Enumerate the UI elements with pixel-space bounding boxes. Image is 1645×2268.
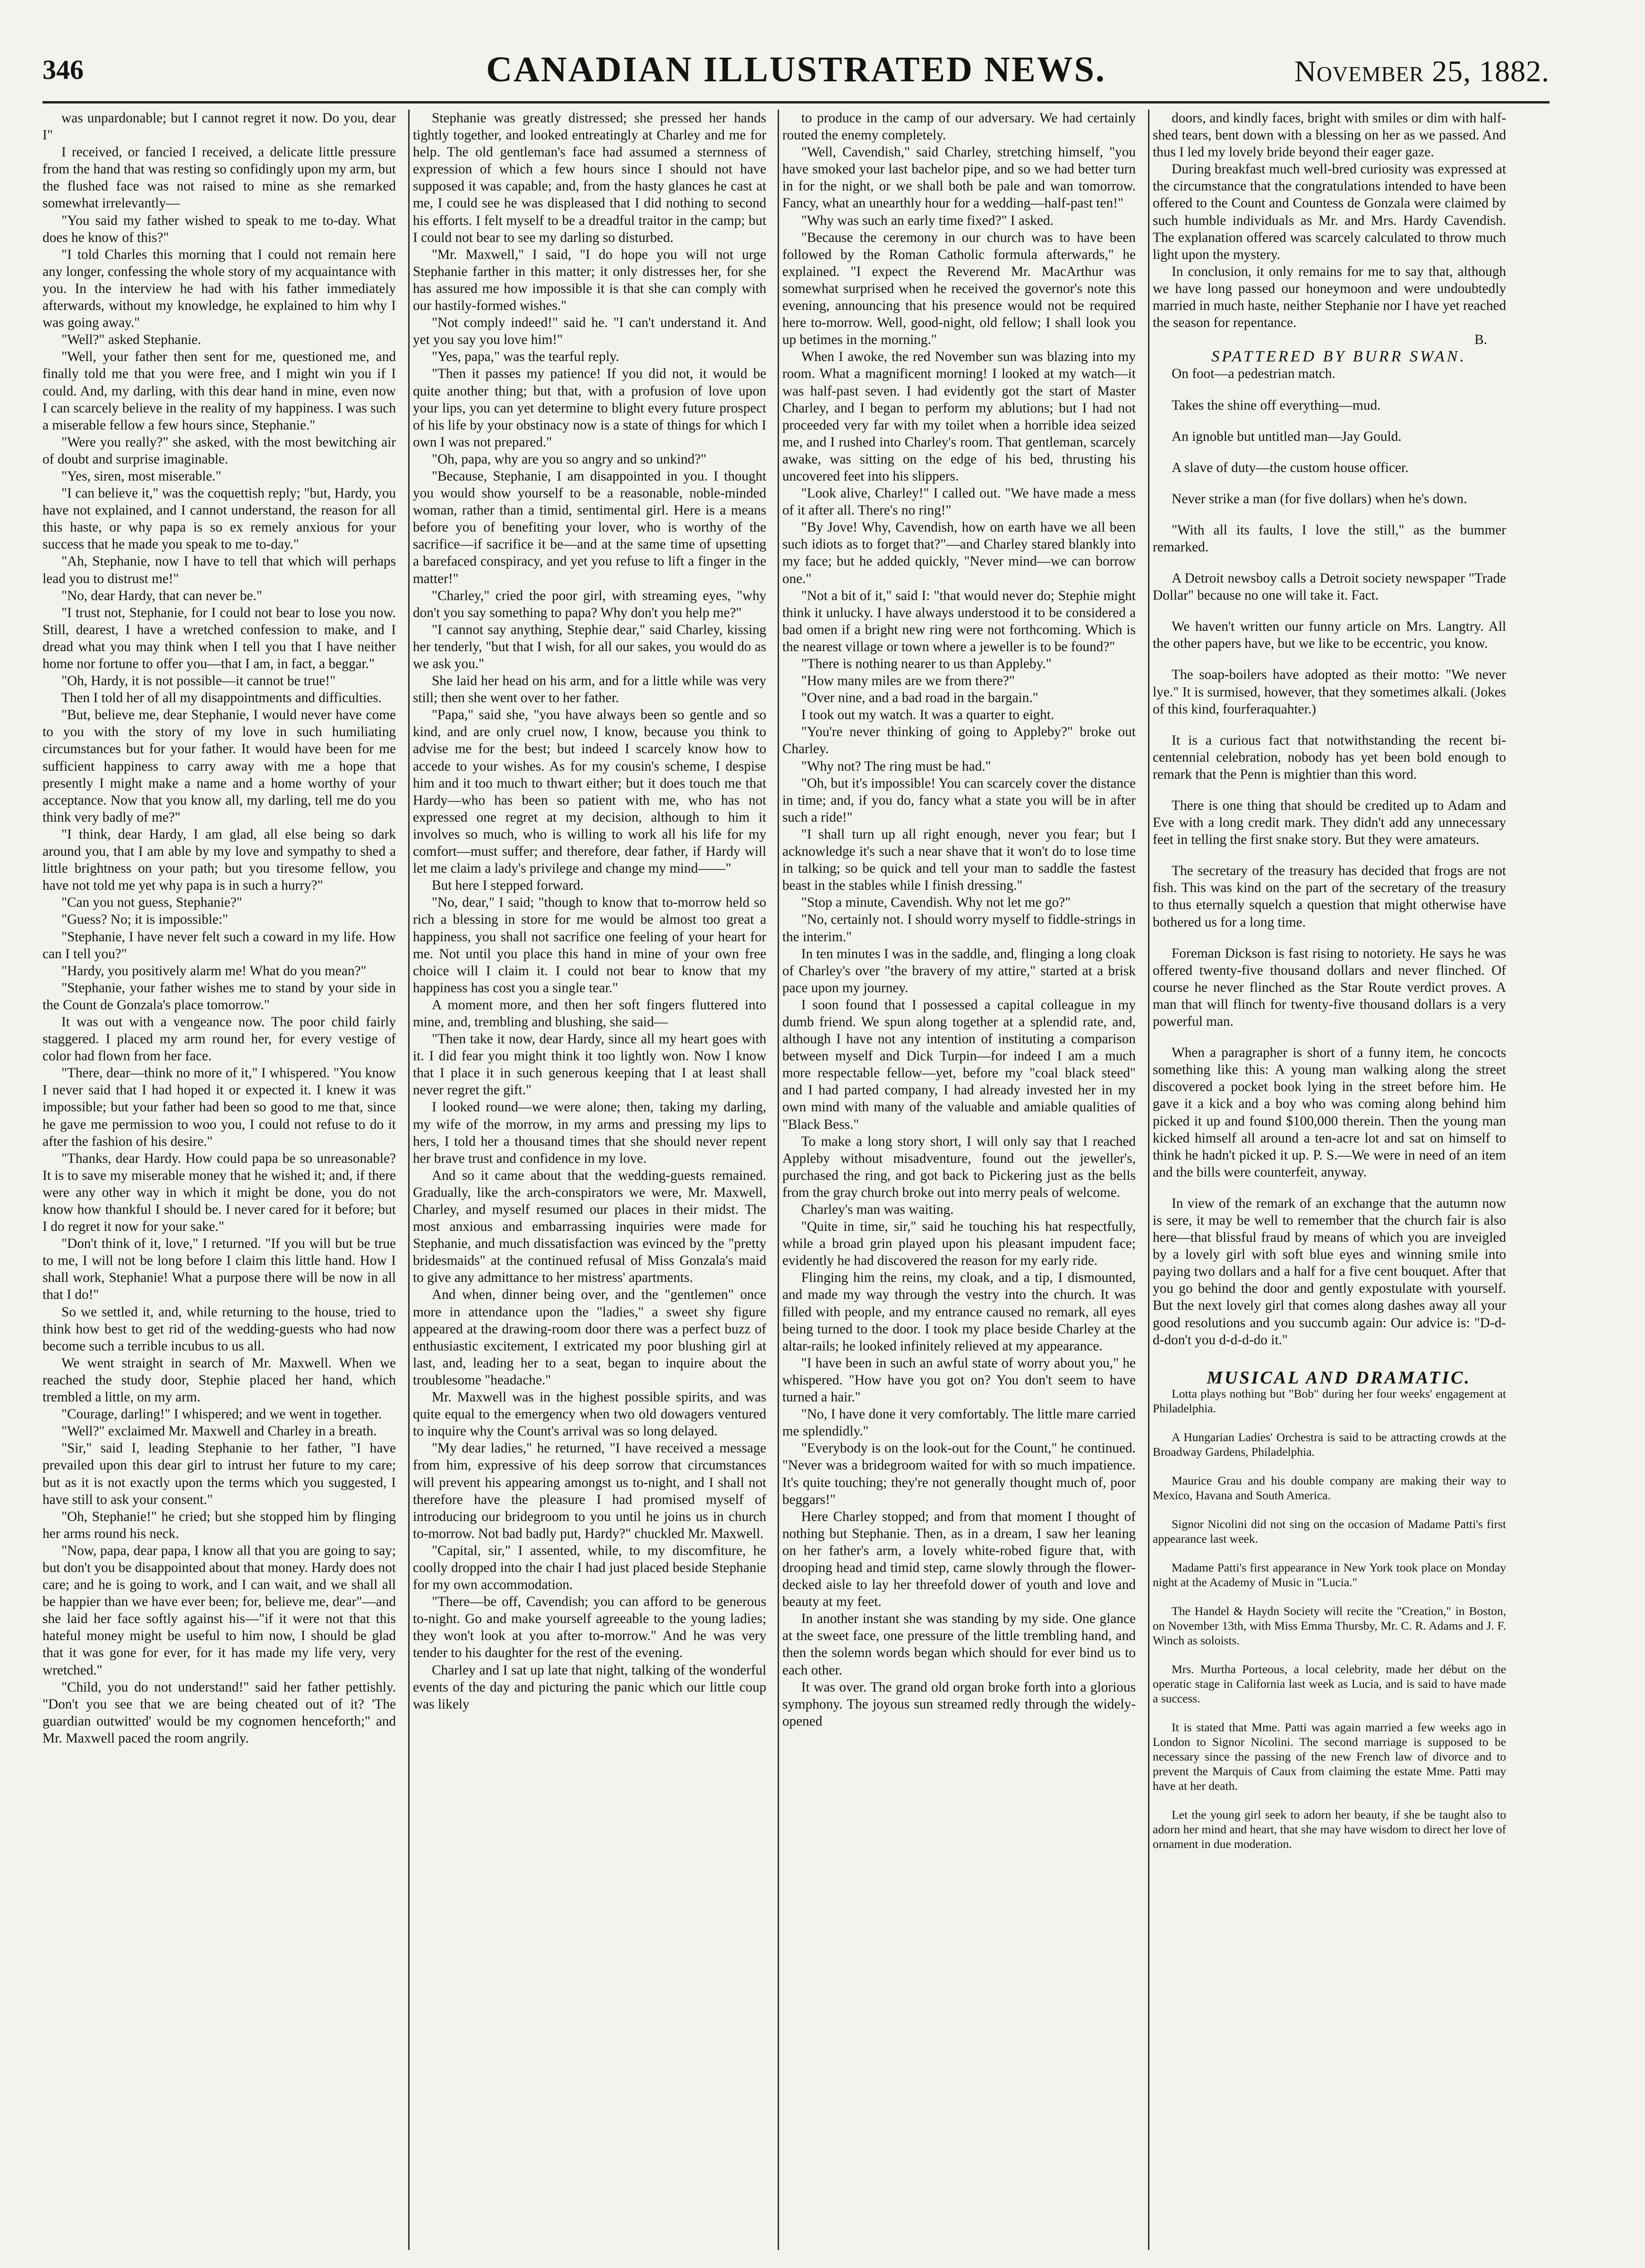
paragraph: "How many miles are we from there?"	[801, 673, 1015, 689]
paragraph: A Detroit newsboy calls a Detroit society newspaper "Trade Dollar" because no one will take it. Fact.	[1153, 571, 1506, 603]
paragraph: "Yes, papa," was the tearful reply.	[432, 349, 619, 365]
story-column-2	[413, 110, 766, 2250]
paragraph: "Mr. Maxwell," I said, "I do hope you will not urge Stephanie farther in this matter; it only distresses her, for she has assured me how impossible it is that she can comply with our hastily-formed wishes."	[413, 247, 766, 314]
paragraph: In conclusion, it only remains for me to say that, although we have long passed our honeymoon and were undoubtedly married in much haste, neither Stephanie nor I have yet reached the season for repentance.	[1153, 264, 1506, 331]
paragraph: "Everybody is on the look-out for the Count," he continued. "Never was a bridegroom waited for with so much impatience. It's quite touching; they're not generally thought much of, poor beggars!"	[782, 1441, 1136, 1507]
paragraph: "I shall turn up all right enough, never you fear; but I acknowledge it's such a near shave that it won't do to lose time in talking; so be quick and tell your man to saddle the fastest beast in the stables while I finish dressing."	[782, 826, 1136, 893]
paragraph: "I can believe it," was the coquettish reply; "but, Hardy, you have not explained, and I cannot understand, the reason for all this haste, or why papa is so ex remely anxious for your success that he made you speak to me to-day."	[43, 486, 396, 552]
paragraph: "Not comply indeed!" said he. "I can't understand it. And yet you say you love him!"	[413, 315, 766, 348]
paragraph: "Hardy, you positively alarm me! What do you mean?"	[61, 963, 367, 979]
paragraph: We went straight in search of Mr. Maxwell. When we reached the study door, Stephie placed her hand, which trembled a little, on my arm.	[43, 1355, 396, 1405]
paragraph: "You said my father wished to speak to me to-day. What does he know of this?"	[43, 213, 396, 245]
paragraph: "But, believe me, dear Stephanie, I would never have come to you with the story of my love in such humiliating circumstances but for your father. It would have been for me sufficient happiness to carry away with me a hope that presently I might make a name and a home worthy of your acceptance. Now that you know all, my darling, tell me do you think very badly of me?"	[43, 707, 396, 825]
paragraph: In ten minutes I was in the saddle, and, flinging a long cloak of Charley's over "the bravery of my attire," started at a brisk pace upon my journey.	[782, 946, 1136, 996]
paragraph: "Oh, but it's impossible! You can scarcely cover the distance in time; and, if you do, fancy what a state you will be in after such a ride!"	[782, 775, 1136, 825]
story-column-4	[1153, 110, 1506, 2250]
spattered-heading: SPATTERED BY BURR SWAN.	[1211, 348, 1466, 366]
paragraph: "No, I have done it very comfortably. The little mare carried me splendidly."	[782, 1407, 1136, 1439]
paragraph: "Quite in time, sir," said he touching his hat respectfully, while a broad grin played upon his pleasant impudent face; evidently he had discovered the reason for my early ride.	[782, 1219, 1136, 1269]
paragraph: doors, and kindly faces, bright with smiles or dim with half-shed tears, bent down with a blessing on her as we passed. And thus I led my lovely bride beyond their eager gaze.	[1153, 111, 1506, 160]
paragraph: Lotta plays nothing but "Bob" during her four weeks' engagement at Philadelphia.	[1153, 1386, 1506, 1415]
paragraph: Here Charley stopped; and from that moment I thought of nothing but Stephanie. Then, as in a dream, I saw her leaning on her father's arm, a lovely white-robed figure that, with drooping head and timid step, came slowly through the flower-decked aisle to lay her threefold dower of youth and love and beauty at my feet.	[782, 1509, 1136, 1610]
paragraph: Takes the shine off everything—mud.	[1172, 397, 1381, 413]
paragraph: "Sir," said I, leading Stephanie to her father, "I have prevailed upon this dear girl to intrust her future to my care; but as it is not exactly upon the terms which you suggested, I have still to ask your consent."	[43, 1441, 396, 1507]
paragraph: During breakfast much well-bred curiosity was expressed at the circumstance that the congratulations intended to have been offered to the Count and Countess de Gonzala were claimed by such humble individuals as Mr. and Mrs. Hardy Cavendish. The explanation offered was scarcely calculated to throw much light upon the mystery.	[1153, 162, 1506, 262]
paragraph: "I cannot say anything, Stephie dear," said Charley, kissing her tenderly, "but that I wish, for all our sakes, you would do as we ask you."	[413, 622, 766, 671]
paragraph: "Well, Cavendish," said Charley, stretching himself, "you have smoked your last bachelor pipe, and so we had better turn in for the night, or we shall both be pale and wan tomorrow. Fancy, what an unearthly hour for a wedding—half-past ten!"	[782, 145, 1136, 211]
paragraph: And so it came about that the wedding-guests remained. Gradually, like the arch-conspirators we were, Mr. Maxwell, Charley, and myself resumed our places in their midst. The most anxious and embarrassing inquiries were made for Stephanie, and much dissatisfaction was evinced by the "pretty bridesmaids" at the continued refusal of Miss Gonzala's maid to give any admittance to her mistress' apartments.	[413, 1168, 766, 1286]
paragraph: Charley's man was waiting.	[801, 1202, 954, 1217]
paragraph: When I awoke, the red November sun was blazing into my room. What a magnificent morning! I looked at my watch—it was half-past seven. I had evidently got the start of Master Charley, and I began to perform my ablutions; but I had not proceeded very far with my toilet when a horrible idea seized me, and I rushed into Charley's room. That gentleman, scarcely awake, was sitting on the edge of his bed, thrusting his uncovered feet into his slippers.	[782, 349, 1136, 484]
paragraph: We haven't written our funny article on Mrs. Langtry. All the other papers have, but we like to be eccentric, you know.	[1153, 619, 1506, 652]
paragraph: "There—be off, Cavendish; you can afford to be generous to-night. Go and make yourself agreeable to the young ladies; they won't look at you after to-morrow." And he was very tender to his daughter for the rest of the evening.	[413, 1594, 766, 1661]
paragraph: In view of the remark of an exchange that the autumn now is sere, it may be well to remember that the church fair is also here—that blissful fraud by means of which you are inveigled by a lovely girl with soft blue eyes and winning smile into paying two dollars and a half for a five cent bouquet. After that you go behind the door and gently expostulate with yourself. But the next lovely girl that comes along dashes away all your good resolutions and you succumb again: Our advice is: "D-d-d-don't you d-d-d-do it."	[1153, 1195, 1506, 1348]
closing-paragraph: Let the young girl seek to adorn her beauty, if she be taught also to adorn her mind and heart, that she may have wisdom to direct her love of ornament in due moderation.	[1153, 1807, 1506, 1851]
paragraph: "Thanks, dear Hardy. How could papa be so unreasonable? It is to save my miserable money that he wished it; and, if there were any other way in which it might be done, you do not know how thankful I should be. I never cared for it before; but I do regret it now for your sake."	[43, 1151, 396, 1235]
paragraph: "I think, dear Hardy, I am glad, all else being so dark around you, that I am able by my love and sympathy to shed a little brightness on your path; but you tiresome fellow, you have not told me yet why papa is in such a hurry?"	[43, 826, 396, 893]
paragraph: To make a long story short, I will only say that I reached Appleby without misadventure, found out the jeweller's, purchased the ring, and got back to Pickering just as the bells from the gray church broke out into merry peals of welcome.	[782, 1134, 1136, 1200]
story-signature: B.	[1474, 332, 1487, 348]
page-number: 346	[43, 54, 84, 85]
story-conclusion	[1153, 110, 1506, 331]
paragraph: Never strike a man (for five dollars) when he's down.	[1172, 491, 1467, 507]
paragraph: "Then it passes my patience! If you did not, it would be quite another thing; but that, with a profusion of love upon your lips, you can yet determine to blight every future prospect of his life by your obstinacy now is a state of things for which I own I was not prepared."	[413, 366, 766, 450]
masthead	[43, 47, 1550, 99]
paragraph: An ignoble but untitled man—Jay Gould.	[1172, 429, 1402, 444]
paragraph: "Well?" exclaimed Mr. Maxwell and Charley in a breath.	[61, 1424, 377, 1439]
paragraph: "Child, you do not understand!" said her father pettishly. "Don't you see that we are being cheated out of it? 'The guardian outwitted' would be my cognomen henceforth;" and Mr. Maxwell paced the room angrily.	[43, 1679, 396, 1746]
paragraph: I received, or fancied I received, a delicate little pressure from the hand that was resting so confidingly upon my arm, but the flushed face was not raised to mine as she remarked somewhat irrelevantly—	[43, 145, 396, 211]
paragraph: "You're never thinking of going to Appleby?" broke out Charley.	[782, 724, 1136, 757]
paragraph: to produce in the camp of our adversary. We had certainly routed the enemy completely.	[782, 111, 1136, 143]
paragraph: "Why was such an early time fixed?" I asked.	[801, 213, 1054, 228]
paragraph: "Were you really?" she asked, with the most bewitching air of doubt and surprise imaginable.	[43, 434, 396, 467]
paragraph: Mr. Maxwell was in the highest possible spirits, and was quite equal to the emergency when two old dowagers ventured to inquire why the Count's arrival was so long delayed.	[413, 1390, 766, 1439]
paragraph: The soap-boilers have adopted as their motto: "We never lye." It is surmised, however, that they sometimes alkali. (Jokes of this kind, fourferaquahter.)	[1153, 667, 1506, 717]
paragraph: "Oh, papa, why are you so angry and so unkind?"	[432, 451, 707, 467]
paragraph: And when, dinner being over, and the "gentlemen" once more in attendance upon the "ladies," a sweet shy figure appeared at the drawing-room door there was a perfect buzz of enthusiastic excitement, I extricated my poor blushing girl at last, and, leading her to a seat, began to inquire about the troublesome "headache."	[413, 1287, 766, 1388]
paragraph: "Well, your father then sent for me, questioned me, and finally told me that you were free, and I might win you if I could. And, my darling, with this dear hand in mine, even now I can scarcely believe in the reality of my happiness. I was such a miserable fellow a few hours since, Stephanie."	[43, 349, 396, 433]
paragraph: "Then take it now, dear Hardy, since all my heart goes with it. I did fear you might think it too lightly won. Now I know that I place it in such generous keeping that I at least shall never regret the gift."	[413, 1031, 766, 1098]
paragraph: "Yes, siren, most miserable."	[61, 468, 222, 484]
paragraph: "Oh, Hardy, it is not possible—it cannot be true!"	[61, 673, 336, 689]
paragraph: "Can you not guess, Stephanie?"	[61, 895, 242, 911]
story-column-3	[782, 110, 1136, 2250]
paragraph: "Ah, Stephanie, now I have to tell that which will perhaps lead you to distrust me!"	[43, 554, 396, 586]
paragraph: Mrs. Murtha Porteous, a local celebrity, made her début on the operatic stage in California last week as Lucia, and is said to have made a success.	[1153, 1662, 1506, 1705]
paragraph: But here I stepped forward.	[432, 878, 584, 893]
publication-title: CANADIAN ILLUSTRATED NEWS.	[486, 50, 1106, 89]
paragraph: "No, dear," I said; "though to know that to-morrow held so rich a blessing in store for me would be almost too great a happiness, you shall not sacrifice one feeling of your heart for me. Not until you place this hand in mine of your own free choice will I claim it. I could not bear to know that my happiness has cost you a single tear."	[413, 895, 766, 996]
paragraph: "No, certainly not. I should worry myself to fiddle-strings in the interim."	[782, 912, 1136, 945]
paragraph: "Why not? The ring must be had."	[801, 758, 991, 774]
paragraph: Signor Nicolini did not sing on the occasion of Madame Patti's first appearance last week.	[1153, 1517, 1506, 1546]
column-rule	[1148, 110, 1149, 2250]
paragraph: "Don't think of it, love," I returned. "If you will but be true to me, I will not be long before I claim this little hand. How I shall work, Stephanie! What a purpose there will be now in all that I do!"	[43, 1236, 396, 1303]
paragraph: "My dear ladies," he returned, "I have received a message from him, expressive of his deep sorrow that circumstances will prevent his appearing amongst us to-night, and I shall not therefore have the pleasure I had promised myself of introducing our bridegroom to you until he joins us in church to-morrow. Not bad badly put, Hardy?" chuckled Mr. Maxwell.	[413, 1441, 766, 1541]
paragraph: "Oh, Stephanie!" he cried; but she stopped him by flinging her arms round his neck.	[43, 1509, 396, 1541]
paragraph: I took out my watch. It was a quarter to eight.	[801, 707, 1054, 723]
paragraph: "With all its faults, I love the still," as the bummer remarked.	[1153, 522, 1506, 555]
paragraph: In another instant she was standing by my side. One glance at the sweet face, one pressure of the little trembling hand, and then the solemn words began which should for ever bind us to each other.	[782, 1611, 1136, 1678]
spattered-items	[1153, 365, 1506, 1348]
paragraph: "Papa," said she, "you have always been so gentle and so kind, and are only cruel now, I know, because you think to advise me for the best; but indeed I scarcely know how to accede to your wishes. As for my cousin's scheme, I despise him and it too much to thwart either; but it does touch me that Hardy—who has been so patient with me, who has not expressed one regret at my decision, although to him it involves so much, who is willing to work all his life for my comfort—must suffer; and therefore, dear father, if Hardy will let me claim a lady's privilege and change my mind——"	[413, 707, 766, 876]
paragraph: It was out with a vengeance now. The poor child fairly staggered. I placed my arm round her, for every vestige of color had flown from her face.	[43, 1014, 396, 1064]
paragraph: "Well?" asked Stephanie.	[61, 332, 201, 348]
paragraph: I looked round—we were alone; then, taking my darling, my wife of the morrow, in my arms and pressing my lips to hers, I told her a thousand times that she should never repent her brave trust and confidence in my love.	[413, 1100, 766, 1166]
musical-items	[1153, 1386, 1506, 1793]
story-column-1	[43, 110, 396, 2250]
paragraph: "There is nothing nearer to us than Appleby."	[801, 656, 1052, 671]
paragraph: It is a curious fact that notwithstanding the recent bi-centennial celebration, nobody has yet been bold enough to remark that the Penn is mightier than this word.	[1153, 732, 1506, 782]
paragraph: "Stephanie, I have never felt such a coward in my life. How can I tell you?"	[43, 929, 396, 962]
paragraph: was unpardonable; but I cannot regret it now. Do you, dear I"	[43, 111, 396, 143]
paragraph: "Charley," cried the poor girl, with streaming eyes, "why don't you say something to papa? Why don't you help me?"	[413, 588, 766, 620]
paragraph: "Look alive, Charley!" I called out. "We have made a mess of it after all. There's no ring!"	[782, 486, 1136, 518]
paragraph: On foot—a pedestrian match.	[1172, 366, 1336, 382]
column-rule	[778, 110, 779, 2250]
paragraph: It was over. The grand old organ broke forth into a glorious symphony. The joyous sun streamed redly through the widely-opened	[782, 1679, 1136, 1729]
paragraph: "By Jove! Why, Cavendish, how on earth have we all been such idiots as to forget that?"—and Charley stared blankly into my face; but he added quickly, "Never mind—we can borrow one."	[782, 520, 1136, 586]
paragraph: "Courage, darling!" I whispered; and we went in together.	[61, 1407, 382, 1422]
musical-heading: MUSICAL AND DRAMATIC.	[1207, 1367, 1471, 1388]
paragraph: There is one thing that should be credited up to Adam and Eve with a long credit mark. They didn't add any unnecessary feet in telling the first snake story. But they were amateurs.	[1153, 798, 1506, 848]
paragraph: The secretary of the treasury has decided that frogs are not fish. This was kind on the part of the secretary of the treasury to thus eternally squelch a question that might otherwise have bothered us for a long time.	[1153, 863, 1506, 930]
paragraph: When a paragrapher is short of a funny item, he concocts something like this: A young man walking along the street discovered a pocket book lying in the street before him. He gave it a kick and a boy who was coming along behind him picked it up and found $100,000 therein. Then the young man kicked himself all around a ten-acre lot and sat on himself to think he hadn't picked it up. P. S.—We were in need of an item and the bills were counterfeit, anyway.	[1153, 1045, 1506, 1180]
paragraph: "There, dear—think no more of it," I whispered. "You know I never said that I had hoped it or expected it. I knew it was impossible; but your father had been so good to me that, since he gave me permission to woo you, I could not refuse to do it after the fashion of his desire."	[43, 1065, 396, 1149]
paragraph: "Stephanie, your father wishes me to stand by your side in the Count de Gonzala's place tomorrow."	[43, 980, 396, 1013]
paragraph: Madame Patti's first appearance in New York took place on Monday night at the Academy of Music in "Lucia."	[1153, 1560, 1506, 1589]
paragraph: Then I told her of all my disappointments and difficulties.	[61, 690, 382, 706]
paragraph: The Handel & Haydn Society will recite the "Creation," in Boston, on November 13th, with Miss Emma Thursby, Mr. C. R. Adams and J. F. Winch as soloists.	[1153, 1604, 1506, 1647]
paragraph: Flinging him the reins, my cloak, and a tip, I dismounted, and made my way through the vestry into the church. It was filled with people, and my entrance caused no remark, all eyes being turned to the door. I took my place beside Charley at the altar-rails; he looked infinitely relieved at my appearance.	[782, 1270, 1136, 1354]
paragraph: A moment more, and then her soft fingers fluttered into mine, and, trembling and blushing, she said—	[413, 997, 766, 1030]
paragraph: "No, dear Hardy, that can never be."	[61, 588, 262, 603]
paragraph: Charley and I sat up late that night, talking of the wonderful events of the day and picturing the panic which our little coup was likely	[413, 1662, 766, 1712]
paragraph: So we settled it, and, while returning to the house, tried to think how best to get rid of the wedding-guests who had now become such a terrible incubus to us all.	[43, 1304, 396, 1354]
paragraph: "I trust not, Stephanie, for I could not bear to lose you now. Still, dearest, I have a wretched confession to make, and I dread what you may think when I tell you that I have neither home nor fortune to offer you—that I am, in fact, a beggar."	[43, 605, 396, 671]
paragraph: Stephanie was greatly distressed; she pressed her hands tightly together, and looked entreatingly at Charley and me for help. The old gentleman's face had assumed a sternness of expression of which a few hours since I should not have supposed it was capable; and, from the hasty glances he cast at me, I could see he was displeased that I did nothing to second his efforts. I felt myself to be a dreadful traitor in the camp; but I could not bear to see my darling so disturbed.	[413, 111, 766, 245]
paragraph: She laid her head on his arm, and for a little while was very still; then she went over to her father.	[413, 673, 766, 706]
paragraph: "Because the ceremony in our church was to have been followed by the Roman Catholic formula afterwards," he explained. "I expect the Reverend Mr. MacArthur was somewhat surprised when he received the governor's note this evening, announcing that his presence would not be required here to-morrow. Well, good-night, old fellow; I shall look you up betimes in the morning."	[782, 230, 1136, 348]
paragraph: "I have been in such an awful state of worry about you," he whispered. "How have you got on? You don't seem to have turned a hair."	[782, 1355, 1136, 1405]
paragraph: Maurice Grau and his double company are making their way to Mexico, Havana and South America.	[1153, 1473, 1506, 1502]
paragraph: "Over nine, and a bad road in the bargain."	[801, 690, 1038, 706]
paragraph: "Stop a minute, Cavendish. Why not let me go?"	[801, 895, 1071, 911]
paragraph: "Not a bit of it," said I: "that would never do; Stephie might think it unlucky. I have always understood it to be considered a bad omen if a bright new ring were not forthcoming. Which is the nearest village or town where a jeweller is to be found?"	[782, 588, 1136, 654]
paragraph: "Because, Stephanie, I am disappointed in you. I thought you would show yourself to be a reasonable, noble-minded woman, rather than a timid, sentimental girl. Here is a means before you of benefiting your lover, who is worthy of the sacrifice—if sacrifice it be—and at the same time of upsetting a barefaced conspiracy, and yet you refuse to lift a finger in the matter!"	[413, 468, 766, 586]
masthead-rule	[43, 101, 1550, 103]
paragraph: "Capital, sir," I assented, while, to my discomfiture, he coolly dropped into the chair I had just placed beside Stephanie for my own accommodation.	[413, 1543, 766, 1593]
paragraph: "Now, papa, dear papa, I know all that you are going to say; but don't you be disappointed about that money. Hardy does not care; and he is going to work, and I can wait, and we shall all be happier than we have ever been; for, believe me, dear"—and she laid her face softly against his—"if it were not that this hateful money might be useful to him now, I should be glad that it was gone for ever, for it has made my life very, very wretched."	[43, 1543, 396, 1678]
paragraph: "I told Charles this morning that I could not remain here any longer, confessing the whole story of my acquaintance with you. In the interview he had with his father immediately afterwards, without my knowledge, he explained to him why I was going away."	[43, 247, 396, 331]
issue-date: November 25, 1882.	[1294, 54, 1550, 88]
paragraph: Foreman Dickson is fast rising to notoriety. He says he was offered twenty-five thousand dollars and never flinched. Of course he never flinched as the Star Route verdict proves. A man that will flinch for twenty-five thousand dollars is a very powerful man.	[1153, 945, 1506, 1030]
column-rule	[408, 110, 410, 2250]
paragraph: "Guess? No; it is impossible:"	[61, 912, 228, 928]
paragraph: I soon found that I possessed a capital colleague in my dumb friend. We spun along together at a splendid rate, and, although I have not any intention of instituting a comparison between myself and Dick Turpin—for indeed I am a much more respectable fellow—yet, before my "coal black steed" and I had parted company, I had already invested her in my own mind with many of the valuable and amiable qualities of "Black Bess."	[782, 997, 1136, 1132]
paragraph: A Hungarian Ladies' Orchestra is said to be attracting crowds at the Broadway Gardens, Philadelphia.	[1153, 1430, 1506, 1459]
paragraph: A slave of duty—the custom house officer.	[1172, 460, 1409, 475]
paragraph: It is stated that Mme. Patti was again married a few weeks ago in London to Signor Nicolini. The second marriage is supposed to be necessary since the passing of the new French law of divorce and to prevent the Marquis of Caux from claiming the estate Mme. Patti may have at her death.	[1153, 1720, 1506, 1793]
